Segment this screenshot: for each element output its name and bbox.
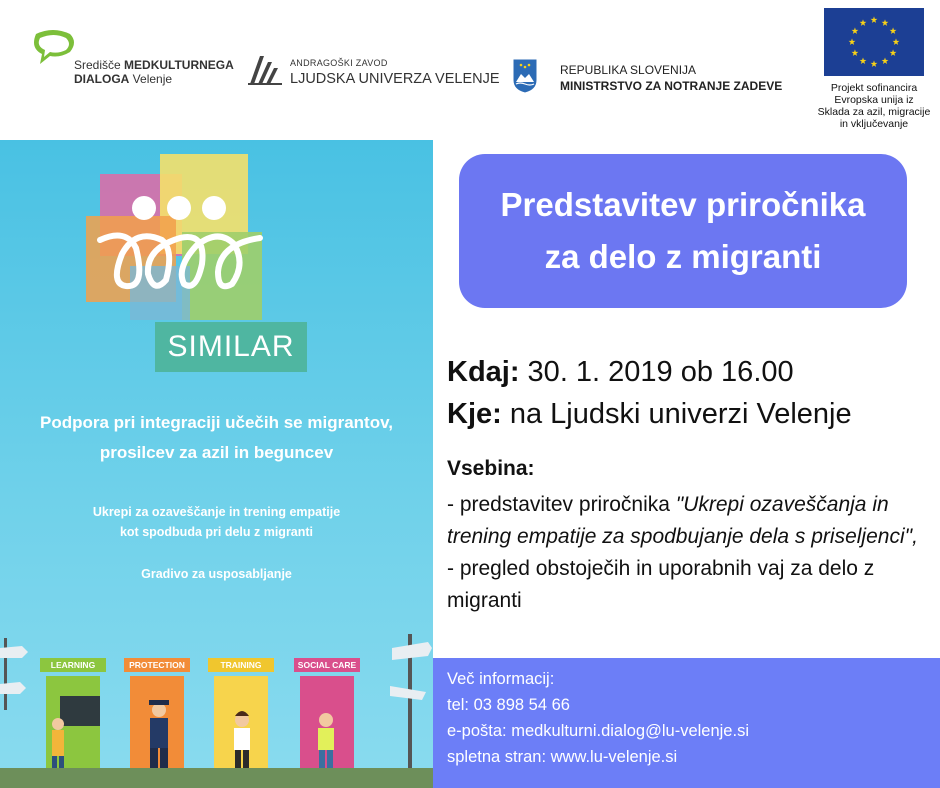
signpost-right-icon <box>388 634 433 774</box>
speech-bubble-icon <box>30 30 76 70</box>
when-value: 30. 1. 2019 ob 16.00 <box>519 356 794 388</box>
content-item1-title: "Ukrepi ozaveščanja in trening empatije za spodbujanje dela s priseljenci", <box>447 493 918 548</box>
where-value: na Ljudski univerzi Velenje <box>501 398 852 430</box>
info-web[interactable]: spletna stran: www.lu-velenje.si <box>447 748 678 766</box>
content-item2: - pregled obstoječih in uporabnih vaj za delo z migranti <box>447 557 875 612</box>
poster-material: Gradivo za usposabljanje <box>141 567 292 581</box>
similar-poster <box>0 140 433 788</box>
info-heading: Več informacij: <box>447 670 555 688</box>
logo-medkulturni-dialog <box>28 28 238 88</box>
card-training: TRAINING <box>208 658 274 778</box>
ministry-line2: MINISTRSTVO ZA NOTRANJE ZADEVE <box>560 79 783 93</box>
similar-brand-box <box>155 322 307 372</box>
card-learning: LEARNING <box>40 658 106 778</box>
where-label: Kje: <box>447 398 502 430</box>
ministry-line1: REPUBLIKA SLOVENIJA <box>560 63 697 77</box>
logo-ministry <box>512 58 792 98</box>
three-figures-icon <box>96 188 266 308</box>
header <box>0 0 940 140</box>
info-email[interactable]: e-pošta: medkulturni.dialog@lu-velenje.si <box>447 722 749 740</box>
event-when <box>447 356 794 389</box>
similar-brand-text: SIMILAR <box>167 330 295 363</box>
poster-subtitle: Ukrepi za ozaveščanje in trening empatije kot spodbuda pri delu z migranti <box>92 505 341 539</box>
info-box <box>433 658 940 788</box>
event-where <box>447 398 852 431</box>
event-title-box <box>459 154 907 308</box>
when-label: Kdaj: <box>447 356 520 388</box>
content-body <box>447 489 927 617</box>
eu-caption: Projekt sofinancira Evropska unija iz Sklada za azil, migracije in vključevanje <box>817 82 931 130</box>
card-social-care: SOCIAL CARE <box>294 658 360 778</box>
logo-ljudska-univerza <box>246 52 500 92</box>
logo-medkulturni-text: Središče MEDKULTURNEGA DIALOGA Velenje <box>74 58 234 86</box>
lu-small-text: ANDRAGOŠKI ZAVOD <box>290 58 388 68</box>
card-protection: PROTECTION <box>124 658 190 778</box>
poster-ground <box>0 768 433 788</box>
poster-headline: Podpora pri integraciji učečih se migrantov, prosilcev za azil in beguncev <box>40 413 393 462</box>
lu-big-text: LJUDSKA UNIVERZA VELENJE <box>290 71 500 87</box>
event-title-line2: za delo z migranti <box>544 238 822 275</box>
content-heading: Vsebina: <box>447 457 535 480</box>
content-item1-prefix: - predstavitev priročnika <box>447 493 676 516</box>
people-figures-icon <box>40 690 370 780</box>
event-title-line1: Predstavitev priročnika <box>500 186 866 223</box>
eu-flag-icon <box>824 8 924 76</box>
lu-mark-icon <box>246 54 284 86</box>
info-tel[interactable]: tel: 03 898 54 66 <box>447 696 570 714</box>
slovenia-crest-icon <box>512 58 538 94</box>
signpost-left-icon <box>0 638 30 710</box>
